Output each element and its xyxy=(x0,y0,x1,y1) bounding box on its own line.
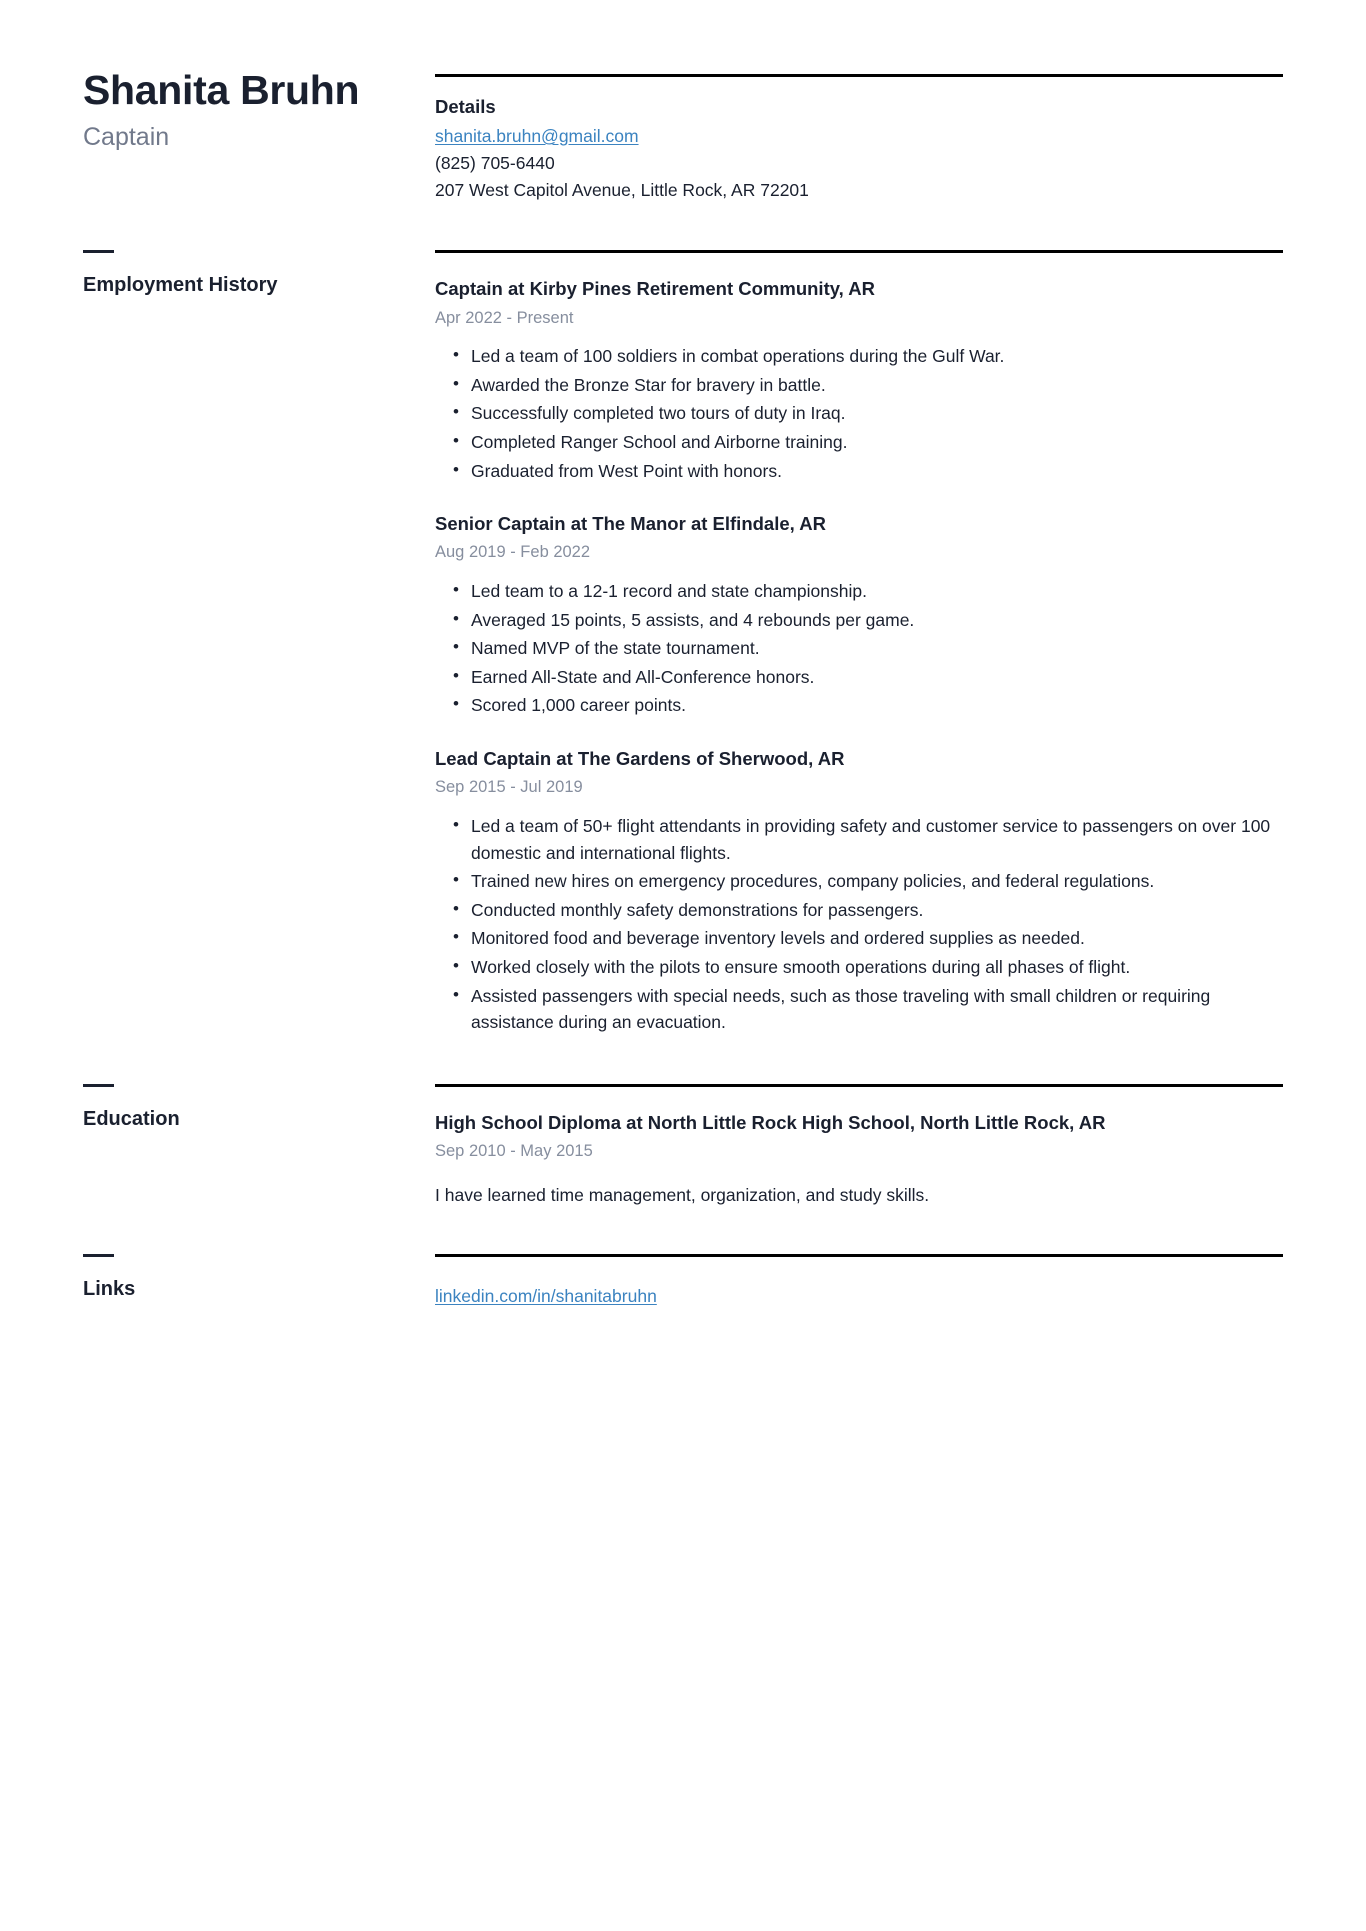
section-education xyxy=(83,1084,1283,1209)
list-item: • Named MVP of the state tournament. xyxy=(435,635,1283,662)
header-identity xyxy=(83,62,435,152)
details-divider xyxy=(435,74,1283,77)
list-item: • Graduated from West Point with honors. xyxy=(435,458,1283,485)
details-heading: Details xyxy=(435,96,496,117)
entry-title: High School Diploma at North Little Rock High School, North Little Rock, AR xyxy=(435,1111,1106,1133)
entry-date: Aug 2019 - Feb 2022 xyxy=(435,543,591,562)
list-item: • Monitored food and beverage inventory levels and ordered supplies as needed. xyxy=(435,925,1283,952)
list-item: • Conducted monthly safety demonstrations for passengers. xyxy=(435,897,1283,924)
details-block xyxy=(435,94,1283,204)
details-address: 207 West Capitol Avenue, Little Rock, AR 72201 xyxy=(435,180,809,201)
spacer-after-education xyxy=(83,1208,1283,1254)
education-body xyxy=(435,1084,1283,1209)
list-item: • Successfully completed two tours of duty in Iraq. xyxy=(435,400,1283,427)
entry-description: I have learned time management, organization, and study skills. xyxy=(435,1184,930,1205)
header-job-title: Captain xyxy=(83,122,170,151)
page-title: Shanita Bruhn xyxy=(83,67,360,113)
employment-entry xyxy=(435,275,1283,484)
links-body xyxy=(435,1254,1283,1310)
entry-title: Lead Captain at The Gardens of Sherwood, AR xyxy=(435,748,845,769)
list-item: • Led a team of 100 soldiers in combat operations during the Gulf War. xyxy=(435,343,1283,370)
spacer-after-header xyxy=(83,204,1283,250)
list-item: • Earned All-State and All-Conference honors. xyxy=(435,664,1283,691)
list-item: • Worked closely with the pilots to ensure smooth operations during all phases of flight. xyxy=(435,954,1283,981)
section-employment-history xyxy=(83,250,1283,1038)
entry-bullet-list xyxy=(435,343,1283,484)
list-item: • Led a team of 50+ flight attendants in providing safety and customer service to passengers on over 100 domestic and international flights. xyxy=(435,813,1283,866)
entry-date: Apr 2022 - Present xyxy=(435,308,574,327)
employment-body xyxy=(435,250,1283,1038)
resume-header xyxy=(83,62,1283,204)
list-item: • Led team to a 12-1 record and state championship. xyxy=(435,578,1283,605)
list-item: • Averaged 15 points, 5 assists, and 4 rebounds per game. xyxy=(435,607,1283,634)
list-item: • Completed Ranger School and Airborne training. xyxy=(435,429,1283,456)
entry-date: Sep 2010 - May 2015 xyxy=(435,1142,593,1161)
education-aside xyxy=(83,1084,435,1131)
section-label-education: Education xyxy=(83,1107,180,1130)
section-dash-marker-icon xyxy=(83,1254,114,1257)
section-label-employment: Employment History xyxy=(83,274,278,297)
section-links xyxy=(83,1254,1283,1310)
list-item: • Trained new hires on emergency procedures, company policies, and federal regulations. xyxy=(435,868,1283,895)
entry-date: Sep 2015 - Jul 2019 xyxy=(435,778,583,797)
list-item: • Awarded the Bronze Star for bravery in battle. xyxy=(435,372,1283,399)
section-dash-marker-icon xyxy=(83,250,114,253)
links-aside xyxy=(83,1254,435,1301)
entry-title: Senior Captain at The Manor at Elfindale, AR xyxy=(435,513,826,535)
linkedin-link[interactable]: linkedin.com/in/shanitabruhn xyxy=(435,1286,657,1307)
links-list xyxy=(435,1283,1283,1310)
employment-entry xyxy=(435,510,1283,719)
entry-title: Captain at Kirby Pines Retirement Community, AR xyxy=(435,278,875,300)
list-item: • Scored 1,000 career points. xyxy=(435,692,1283,719)
spacer-after-employment xyxy=(83,1038,1283,1084)
employment-aside xyxy=(83,250,435,297)
details-email-line xyxy=(435,123,1283,150)
employment-entry xyxy=(435,745,1283,1036)
section-dash-marker-icon xyxy=(83,1084,114,1087)
details-phone: (825) 705-6440 xyxy=(435,152,555,173)
entry-bullet-list xyxy=(435,813,1283,1036)
list-item: • Assisted passengers with special needs, such as those traveling with small children or requiring assistance during an evacuation. xyxy=(435,983,1283,1036)
entry-bullet-list xyxy=(435,578,1283,719)
section-label-links: Links xyxy=(83,1278,136,1301)
details-column xyxy=(435,62,1283,204)
email-link[interactable]: shanita.bruhn@gmail.com xyxy=(435,125,639,146)
education-entry xyxy=(435,1109,1283,1209)
